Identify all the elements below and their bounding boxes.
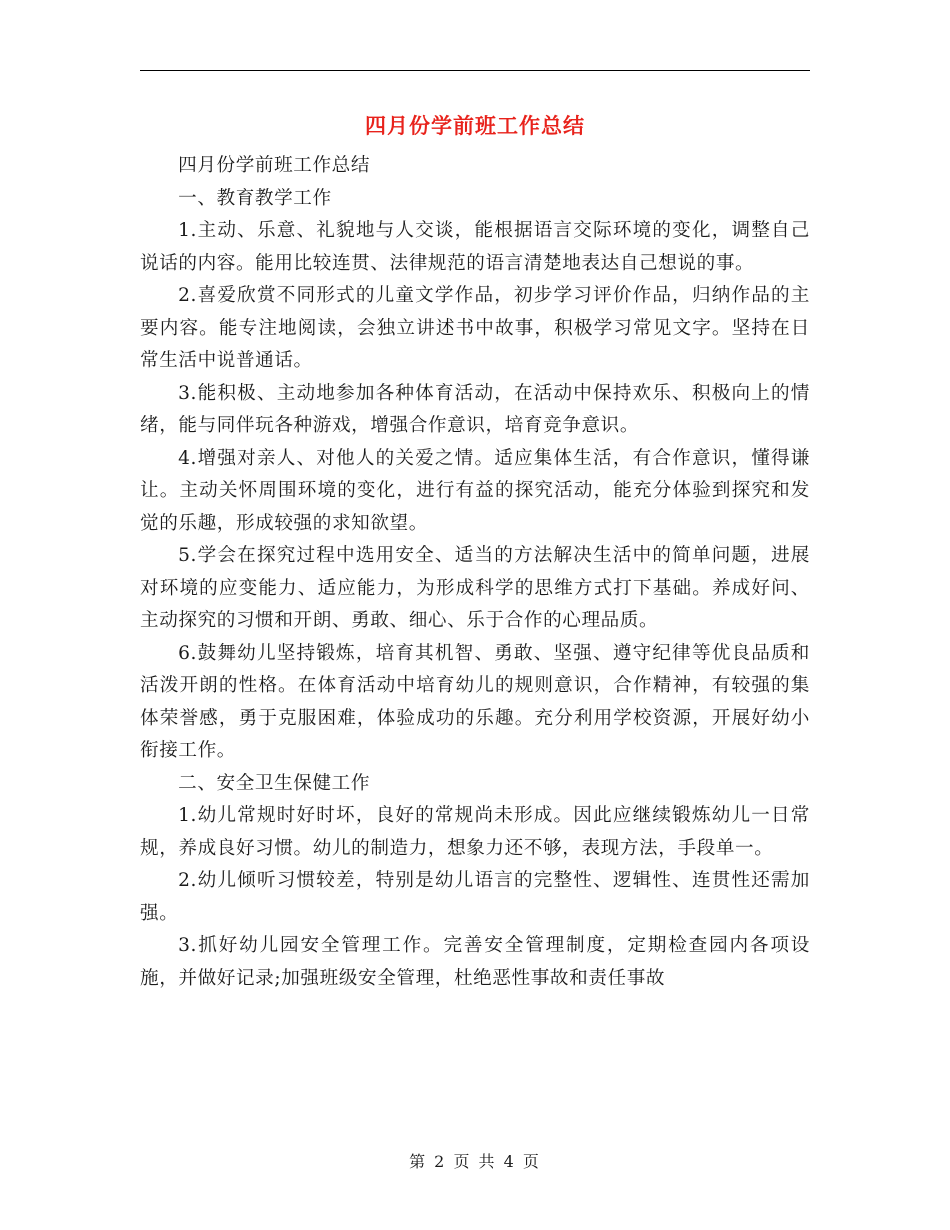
paragraph: 3.抓好幼儿园安全管理工作。完善安全管理制度，定期检查园内各项设施，并做好记录;加强班级安全管理，杜绝恶性事故和责任事故: [140, 935, 810, 989]
paragraph: 2.幼儿倾听习惯较差，特别是幼儿语言的完整性、逻辑性、连贯性还需加强。: [140, 870, 810, 924]
paragraph: 5.学会在探究过程中选用安全、适当的方法解决生活中的简单问题，进展对环境的应变能力、适应能力，为形成科学的思维方式打下基础。养成好问、主动探究的习惯和开朗、勇敢、细心、乐于合作的心理品质。: [140, 545, 810, 631]
paragraph: 6.鼓舞幼儿坚持锻炼，培育其机智、勇敢、坚强、遵守纪律等优良品质和活泼开朗的性格。在体育活动中培育幼儿的规则意识，合作精神，有较强的集体荣誉感，勇于克服困难，体验成功的乐趣。充分利用学校资源，开展好幼小衔接工作。: [140, 642, 810, 761]
paragraph-subtitle: 四月份学前班工作总结: [178, 155, 371, 176]
document-body: [140, 150, 810, 995]
section-heading-safety: 二、安全卫生保健工作: [178, 772, 371, 794]
paragraph: 3.能积极、主动地参加各种体育活动，在活动中保持欢乐、积极向上的情绪，能与同伴玩各种游戏，增强合作意识，培育竞争意识。: [140, 382, 810, 436]
header-rule: [140, 70, 810, 71]
paragraph: 1.幼儿常规时好时坏，良好的常规尚未形成。因此应继续锻炼幼儿一日常规，养成良好习惯。幼儿的制造力，想象力还不够，表现方法，手段单一。: [140, 805, 810, 859]
paragraph: 2.喜爱欣赏不同形式的儿童文学作品，初步学习评价作品，归纳作品的主要内容。能专注地阅读，会独立讲述书中故事，积极学习常见文字。坚持在日常生活中说普通话。: [140, 285, 810, 371]
paragraph: 4.增强对亲人、对他人的关爱之情。适应集体生活，有合作意识，懂得谦让。主动关怀周围环境的变化，进行有益的探究活动，能充分体验到探究和发觉的乐趣，形成较强的求知欲望。: [140, 447, 810, 534]
page-footer: 第 2 页 共 4 页: [409, 1152, 541, 1171]
paragraph: 1.主动、乐意、礼貌地与人交谈，能根据语言交际环境的变化，调整自己说话的内容。能用比较连贯、法律规范的语言清楚地表达自己想说的事。: [140, 220, 810, 274]
section-heading-teaching: 一、教育教学工作: [178, 187, 332, 209]
document-title: 四月份学前班工作总结: [365, 113, 585, 138]
